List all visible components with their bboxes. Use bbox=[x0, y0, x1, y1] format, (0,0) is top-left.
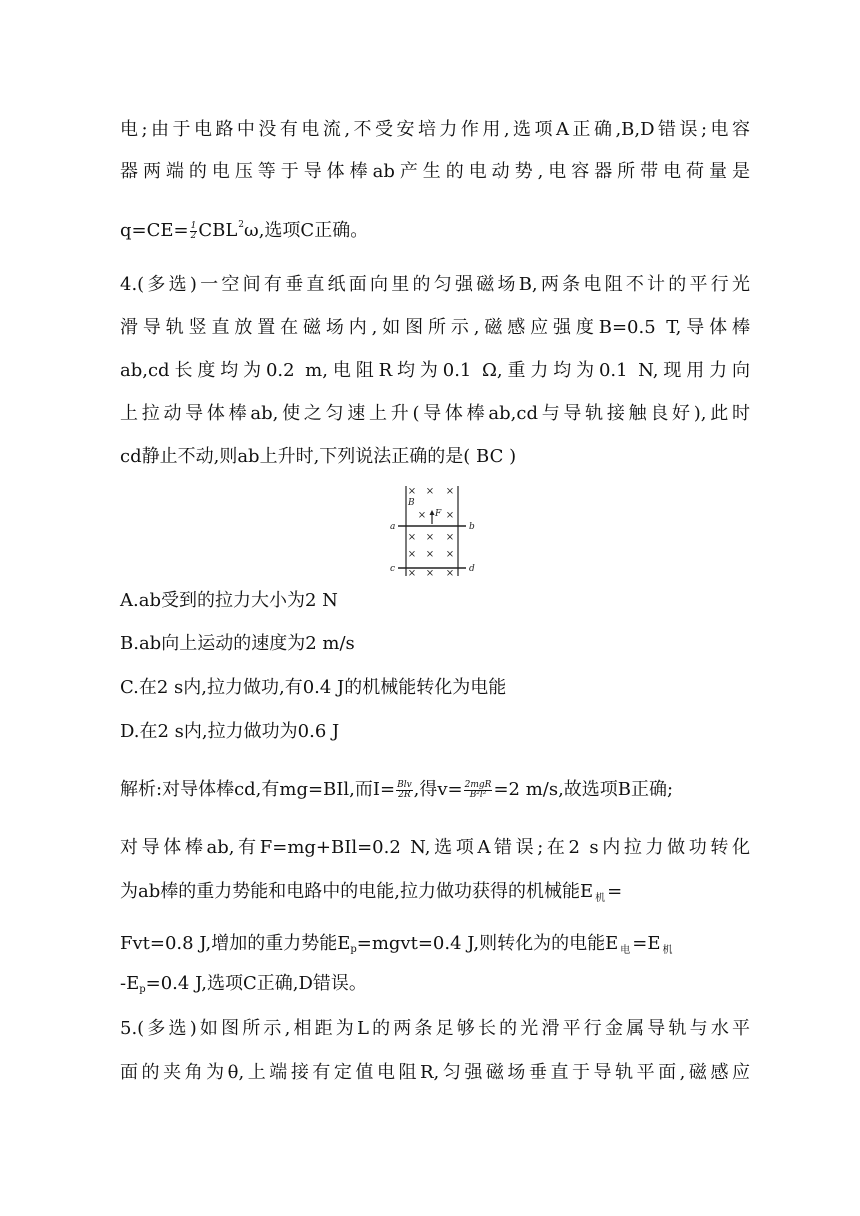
subscript: p bbox=[139, 984, 146, 995]
solution-text: =mgvt=0.4 J,则转化为的电能E bbox=[356, 933, 619, 954]
field-cross: × bbox=[425, 568, 435, 579]
field-cross: × bbox=[407, 532, 417, 543]
solution-line: 对导体棒ab,有F=mg+BIl=0.2 N,选项A错误;在2 s内拉力做功转化 bbox=[120, 837, 750, 858]
fraction bbox=[464, 781, 493, 800]
solution-text: Fvt=0.8 J,增加的重力势能E bbox=[120, 933, 351, 954]
field-cross: × bbox=[417, 510, 427, 521]
field-cross: × bbox=[445, 549, 455, 560]
label-b: b bbox=[469, 522, 475, 532]
subscript: 电 bbox=[620, 945, 631, 956]
solution-text: =2 m/s,故选项B正确; bbox=[493, 779, 674, 800]
question-4-line: ab,cd长度均为0.2 m,电阻R均为0.1 Ω,重力均为0.1 N,现用力向 bbox=[120, 360, 750, 381]
option-b: B.ab向上运动的速度为2 m/s bbox=[120, 633, 355, 654]
formula-text: q=CE= bbox=[120, 220, 189, 241]
solution-line bbox=[120, 775, 750, 805]
solution-text: 解析:对导体棒cd,有mg=BIl,而I= bbox=[120, 779, 396, 800]
solution-text: =E bbox=[632, 933, 661, 954]
label-F: F bbox=[435, 509, 442, 519]
fraction-denominator: 2 bbox=[190, 230, 197, 241]
field-cross: × bbox=[407, 568, 417, 579]
subscript: p bbox=[350, 944, 357, 955]
field-cross: × bbox=[445, 532, 455, 543]
question-5-line: 面的夹角为θ,上端接有定值电阻R,匀强磁场垂直于导轨平面,磁感应 bbox=[120, 1062, 750, 1083]
solution-text: =0.4 J,选项C正确,D错误。 bbox=[145, 973, 367, 994]
field-cross: × bbox=[445, 486, 455, 497]
question-4-line: 4.(多选)一空间有垂直纸面向里的匀强磁场B,两条电阻不计的平行光 bbox=[120, 274, 750, 295]
question-4-line: 滑导轨竖直放置在磁场内,如图所示,磁感应强度B=0.5 T,导体棒 bbox=[120, 317, 750, 338]
magnetic-field-rail-diagram bbox=[384, 484, 484, 584]
subscript: 机 bbox=[662, 945, 673, 956]
text-line: 器两端的电压等于导体棒ab产生的电动势,电容器所带电荷量是 bbox=[120, 161, 750, 182]
force-arrow-head bbox=[430, 510, 435, 515]
question-4-line: 上拉动导体棒ab,使之匀速上升(导体棒ab,cd与导轨接触良好),此时 bbox=[120, 403, 750, 424]
subscript: 机 bbox=[595, 893, 606, 904]
field-cross: × bbox=[407, 486, 417, 497]
solution-line bbox=[120, 969, 750, 999]
field-cross: × bbox=[425, 549, 435, 560]
text-line: 电;由于电路中没有电流,不受安培力作用,选项A正确,B,D错误;电容 bbox=[120, 119, 750, 140]
solution-line bbox=[120, 877, 750, 907]
question-5-line: 5.(多选)如图所示,相距为L的两条足够长的光滑平行金属导轨与水平 bbox=[120, 1018, 750, 1039]
field-cross: × bbox=[407, 549, 417, 560]
label-d: d bbox=[469, 564, 475, 574]
formula-text: ω,选项C正确。 bbox=[244, 220, 369, 241]
fraction bbox=[190, 222, 198, 241]
solution-text: 为ab棒的重力势能和电路中的电能,拉力做功获得的机械能E bbox=[120, 881, 594, 902]
solution-line bbox=[120, 929, 750, 959]
label-B: B bbox=[408, 498, 415, 508]
question-4-line: cd静止不动,则ab上升时,下列说法正确的是( BC ) bbox=[120, 446, 517, 467]
solution-text: -E bbox=[120, 973, 140, 994]
fraction-denominator: 2R bbox=[398, 789, 411, 800]
option-d: D.在2 s内,拉力做功为0.6 J bbox=[120, 721, 340, 742]
formula-text: CBL bbox=[198, 220, 238, 241]
solution-text: = bbox=[607, 881, 623, 902]
field-crosses bbox=[408, 486, 454, 579]
field-cross: × bbox=[445, 568, 455, 579]
option-c: C.在2 s内,拉力做功,有0.4 J的机械能转化为电能 bbox=[120, 677, 507, 698]
rail-diagram-svg bbox=[384, 484, 484, 584]
text-line bbox=[120, 210, 750, 240]
label-c: c bbox=[390, 564, 396, 574]
solution-text: ,得v= bbox=[413, 779, 463, 800]
field-cross: × bbox=[425, 532, 435, 543]
label-a: a bbox=[390, 522, 396, 532]
fraction-denominator: B²l² bbox=[469, 789, 487, 800]
field-cross: × bbox=[445, 510, 455, 521]
superscript: 2 bbox=[238, 220, 245, 230]
fraction-numerator: Blv bbox=[397, 779, 412, 790]
fraction bbox=[396, 781, 413, 800]
option-a: A.ab受到的拉力大小为2 N bbox=[120, 590, 338, 611]
field-cross: × bbox=[425, 486, 435, 497]
fraction-numerator: 1 bbox=[190, 220, 197, 231]
fraction-numerator: 2mgR bbox=[464, 779, 492, 790]
